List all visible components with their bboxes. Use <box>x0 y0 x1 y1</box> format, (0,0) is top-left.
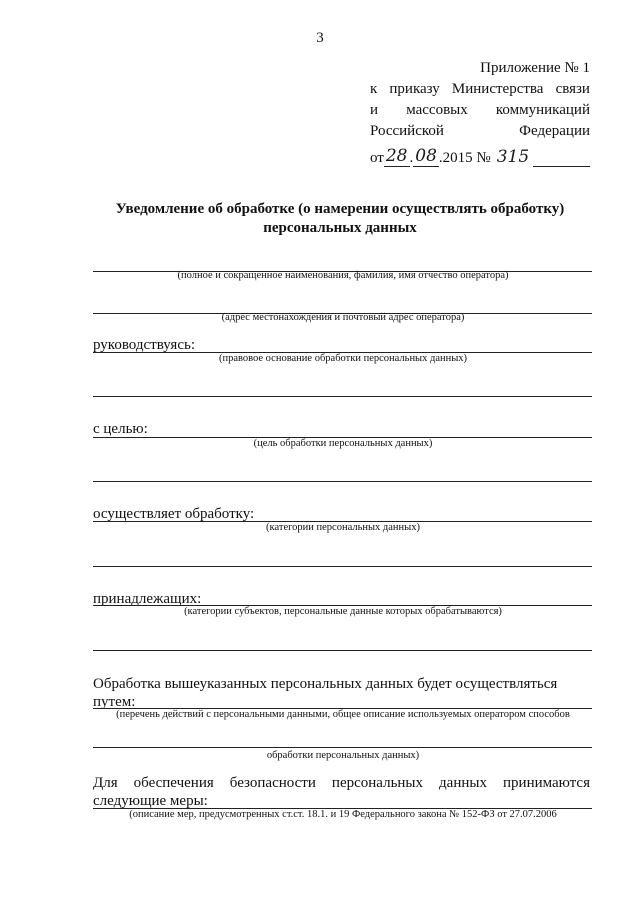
processing-caption-1: (перечень действий с персональными данными, общее описание используемых оператором способов <box>116 709 570 720</box>
legal-basis-label: руководствуясь: <box>93 337 195 353</box>
handwritten-month: 08 <box>415 146 437 166</box>
operator-name-caption: (полное и сокращенное наименования, фамилия, имя отчество оператора) <box>177 270 509 281</box>
appendix-number: Приложение № 1 <box>480 60 590 76</box>
security-label: следующие меры: <box>93 793 208 809</box>
address-caption: (адрес местонахождения и почтовый адрес оператора) <box>221 312 465 323</box>
subjects-line-2[interactable] <box>93 650 592 651</box>
handwritten-day: 28 <box>385 146 408 166</box>
page-number: 3 <box>316 30 324 46</box>
order-date-line <box>370 146 590 167</box>
date-dot: . <box>409 150 414 166</box>
security-word: безопасности <box>229 775 316 791</box>
security-word: принимаются <box>503 775 590 791</box>
legal-basis-line-2[interactable] <box>93 396 592 397</box>
categories-line-2[interactable] <box>93 566 592 567</box>
security-word: обеспечения <box>133 775 214 791</box>
legal-basis-caption: (правовое основание обработки персональных данных) <box>218 353 468 364</box>
subjects-caption: (категории субъектов, персональные данные которых обрабатываются) <box>184 606 502 617</box>
categories-caption: (категории персональных данных) <box>266 522 420 533</box>
title-line-2: персональных данных <box>263 220 417 236</box>
processing-text: Обработка вышеуказанных персональных данных будет осуществляться <box>93 676 558 692</box>
appendix-word: к <box>370 81 378 97</box>
processing-caption-2: обработки персональных данных) <box>266 750 420 761</box>
security-word: Для <box>93 775 118 791</box>
appendix-line-4 <box>370 121 590 142</box>
security-word: персональных <box>331 775 424 791</box>
purpose-line-2[interactable] <box>93 481 592 482</box>
categories-label: осуществляет обработку: <box>93 506 255 522</box>
appendix-line-3 <box>370 100 590 121</box>
appendix-word: Российской <box>370 123 444 139</box>
appendix-word: Федерации <box>519 123 590 139</box>
date-year: .2015 № <box>438 150 491 166</box>
security-text <box>93 775 590 792</box>
date-prefix: от <box>370 150 384 166</box>
appendix-word: связи <box>555 81 590 97</box>
appendix-word: массовых <box>406 102 468 118</box>
handwritten-order-number: 315 <box>496 147 530 167</box>
appendix-word: Министерства <box>451 81 544 97</box>
order-number-underline <box>533 150 590 167</box>
processing-line-2[interactable] <box>93 747 592 748</box>
appendix-word: и <box>370 102 379 118</box>
security-word: данных <box>439 775 487 791</box>
purpose-caption: (цель обработки персональных данных) <box>253 438 433 449</box>
subjects-label: принадлежащих: <box>93 591 202 607</box>
processing-label: путем: <box>93 694 136 710</box>
title-line-1: Уведомление об обработке (о намерении осуществлять обработку) <box>115 201 565 217</box>
document-title <box>90 200 590 238</box>
appendix-block <box>370 58 590 142</box>
purpose-label: с целью: <box>93 421 148 437</box>
security-caption: (описание мер, предусмотренных ст.ст. 18.1. и 19 Федерального закона № 152-ФЗ от 27.07.2006 <box>129 809 557 820</box>
appendix-word: коммуникаций <box>495 102 590 118</box>
appendix-line-2 <box>370 79 590 100</box>
appendix-word: приказу <box>389 81 440 97</box>
